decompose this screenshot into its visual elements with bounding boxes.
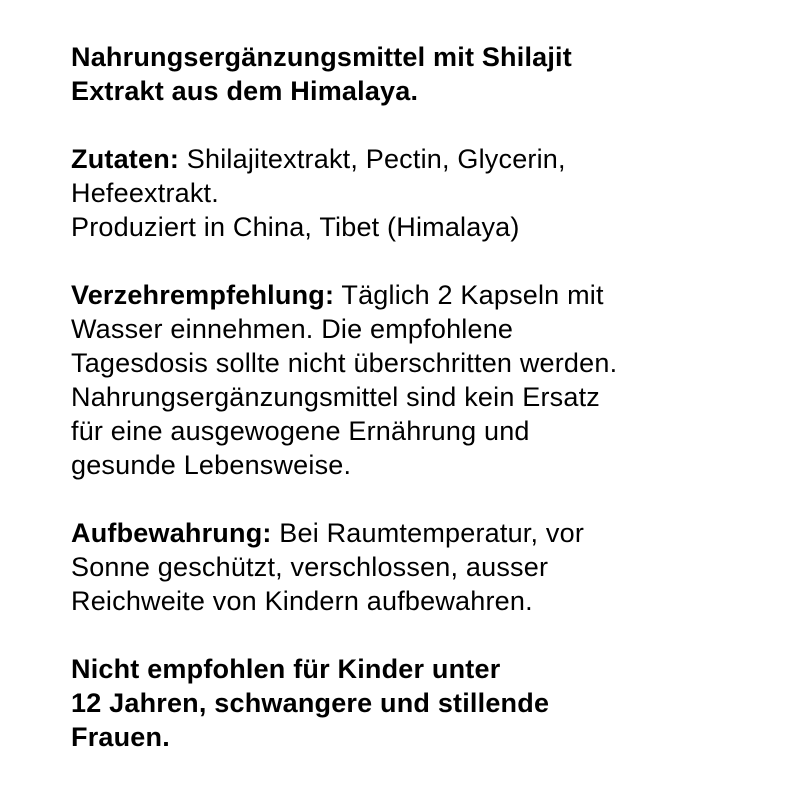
paragraph-spacer (71, 618, 751, 652)
recommendation-text: Täglich 2 Kapseln mit (334, 280, 604, 310)
storage-text: Bei Raumtemperatur, vor (271, 518, 585, 548)
recommendation-line: Wasser einnehmen. Die empfohlene (71, 314, 514, 344)
warning-line: 12 Jahren, schwangere und stillende (71, 688, 550, 718)
headline-line: Nahrungsergänzungsmittel mit Shilajit (71, 42, 572, 72)
recommendation-section (71, 278, 751, 482)
paragraph-spacer (71, 108, 751, 142)
ingredients-line (71, 142, 751, 176)
headline-line: Extrakt aus dem Himalaya. (71, 76, 419, 106)
storage-line (71, 516, 751, 550)
recommendation-line (71, 278, 751, 312)
ingredients-section (71, 142, 751, 244)
recommendation-line: Nahrungsergänzungsmittel sind kein Ersatz (71, 382, 600, 412)
warning-line: Nicht empfohlen für Kinder unter (71, 654, 501, 684)
paragraph-spacer (71, 244, 751, 278)
origin-line: Produziert in China, Tibet (Himalaya) (71, 212, 520, 242)
warning-line: Frauen. (71, 722, 170, 752)
storage-line: Reichweite von Kindern aufbewahren. (71, 586, 533, 616)
warning-section (71, 652, 751, 754)
storage-line: Sonne geschützt, verschlossen, ausser (71, 552, 549, 582)
ingredients-line: Hefeextrakt. (71, 178, 219, 208)
storage-label: Aufbewahrung: (71, 518, 272, 548)
recommendation-label: Verzehrempfehlung: (71, 280, 335, 310)
product-info-document (71, 40, 751, 754)
recommendation-line: für eine ausgewogene Ernährung und (71, 416, 530, 446)
ingredients-text: Shilajitextrakt, Pectin, Glycerin, (179, 144, 566, 174)
product-headline (71, 40, 751, 108)
recommendation-line: Tagesdosis sollte nicht überschritten werden. (71, 348, 618, 378)
storage-section (71, 516, 751, 618)
paragraph-spacer (71, 482, 751, 516)
ingredients-label: Zutaten: (71, 144, 180, 174)
recommendation-line: gesunde Lebensweise. (71, 450, 352, 480)
